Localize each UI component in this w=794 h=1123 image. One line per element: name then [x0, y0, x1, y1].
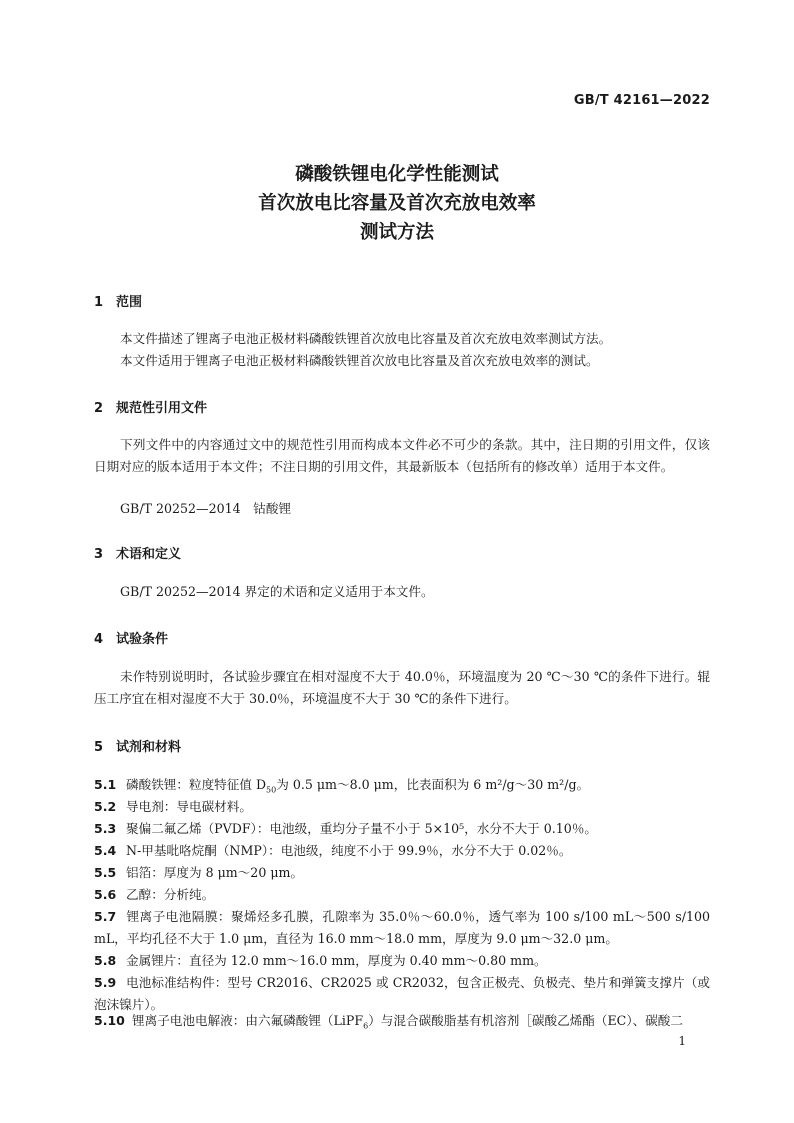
item-number: 5.2: [94, 799, 117, 814]
section-title: 范围: [116, 295, 143, 310]
item-text: 聚偏二氟乙烯（PVDF）：电池级，重均分子量不小于 5×10⁵，水分不大于 0.10％。: [126, 821, 598, 836]
section-4-paragraph-1: 未作特别说明时，各试验步骤宜在相对湿度不大于 40.0％，环境温度为 20 ℃～30 ℃的条件下进行。辊压工序宜在相对湿度不大于 30.0％，环境温度不大于 30 ℃的条件下进行。: [94, 669, 710, 706]
item-text: 磷酸铁锂：粒度特征值 D: [126, 777, 267, 792]
item-text-continued: 为 0.5 μm～8.0 μm，比表面积为 6 m²/g～30 m²/g。: [276, 777, 590, 792]
section-3-heading: [94, 543, 181, 562]
item-text: 金属锂片：直径为 12.0 mm～16.0 mm，厚度为 0.40 mm～0.80 mm。: [126, 953, 547, 968]
item-number: 5.10: [94, 1013, 125, 1028]
title-line-3: 测试方法: [359, 222, 434, 243]
normative-reference: GB/T 20252—2014 钴酸锂: [120, 501, 292, 516]
standard-code: GB/T 42161—2022: [573, 93, 710, 108]
item-number: 5.1: [94, 777, 117, 792]
item-text: 乙醇：分析纯。: [126, 887, 215, 902]
item-5-5: [94, 862, 710, 884]
item-text: N-甲基吡咯烷酮（NMP）：电池级，纯度不小于 99.9％，水分不大于 0.02％。: [126, 843, 572, 858]
subscript: 50: [266, 785, 277, 795]
title-line-2: 首次放电比容量及首次充放电效率: [258, 193, 536, 214]
item-text: 电池标准结构件：型号 CR2016、CR2025 或 CR2032，包含正极壳、负极壳、垫片和弹簧支撑片（或泡沫镍片）。: [94, 975, 710, 1012]
section-2-paragraph-1: 下列文件中的内容通过文中的规范性引用而构成本文件必不可少的条款。其中，注日期的引用文件，仅该日期对应的版本适用于本文件；不注日期的引用文件，其最新版本（包括所有的修改单）适用于本文件。: [94, 437, 710, 474]
section-title: 规范性引用文件: [116, 401, 208, 416]
item-5-10: [94, 1010, 710, 1038]
item-number: 5.4: [94, 843, 117, 858]
subscript: 6: [363, 1021, 369, 1031]
item-number: 5.7: [94, 909, 117, 924]
section-number: 2: [94, 401, 104, 416]
item-text-continued: ）与混合碳酸脂基有机溶剂［碳酸乙烯酯（EC）、碳酸二: [368, 1013, 683, 1028]
section-4-heading: [94, 628, 168, 647]
item-number: 5.9: [94, 975, 117, 990]
item-number: 5.5: [94, 865, 117, 880]
section-title: 试验条件: [116, 632, 169, 647]
page-number: 1: [678, 1034, 686, 1048]
section-1-heading: [94, 291, 142, 310]
item-text: 锂离子电池电解液：由六氟磷酸锂（LiPF: [132, 1013, 364, 1028]
item-number: 5.6: [94, 887, 117, 902]
title-line-1: 磷酸铁锂电化学性能测试: [295, 164, 499, 185]
item-5-6: [94, 884, 710, 906]
item-number: 5.8: [94, 953, 117, 968]
section-5-heading: [94, 736, 181, 755]
item-5-3: [94, 818, 710, 840]
item-5-7: [94, 906, 710, 950]
item-5-2: [94, 796, 710, 818]
document-title: [0, 160, 794, 247]
item-text: 锂离子电池隔膜：聚烯烃多孔膜，孔隙率为 35.0％～60.0％，透气率为 100 s/100 mL～500 s/100 mL，平均孔径不大于 1.0 μm，直径为 16.0 mm～18.0 mm，厚度为 9.0 μm～32.0 μm。: [94, 909, 710, 946]
section-3-paragraph-1: GB/T 20252—2014 界定的术语和定义适用于本文件。: [120, 584, 434, 599]
section-1-paragraph-2: 本文件适用于锂离子电池正极材料磷酸铁锂首次放电比容量及首次充放电效率的测试。: [120, 353, 599, 368]
section-title: 术语和定义: [116, 547, 182, 562]
section-number: 3: [94, 547, 104, 562]
item-5-4: [94, 840, 710, 862]
section-number: 5: [94, 740, 104, 755]
item-5-8: [94, 950, 710, 972]
section-number: 1: [94, 295, 104, 310]
item-text: 导电剂：导电碳材料。: [126, 799, 252, 814]
section-title: 试剂和材料: [116, 740, 182, 755]
section-2-heading: [94, 397, 207, 416]
section-1-paragraph-1: 本文件描述了锂离子电池正极材料磷酸铁锂首次放电比容量及首次充放电效率测试方法。: [120, 331, 612, 346]
item-text: 铝箔：厚度为 8 μm～20 μm。: [126, 865, 304, 880]
item-number: 5.3: [94, 821, 117, 836]
section-number: 4: [94, 632, 104, 647]
